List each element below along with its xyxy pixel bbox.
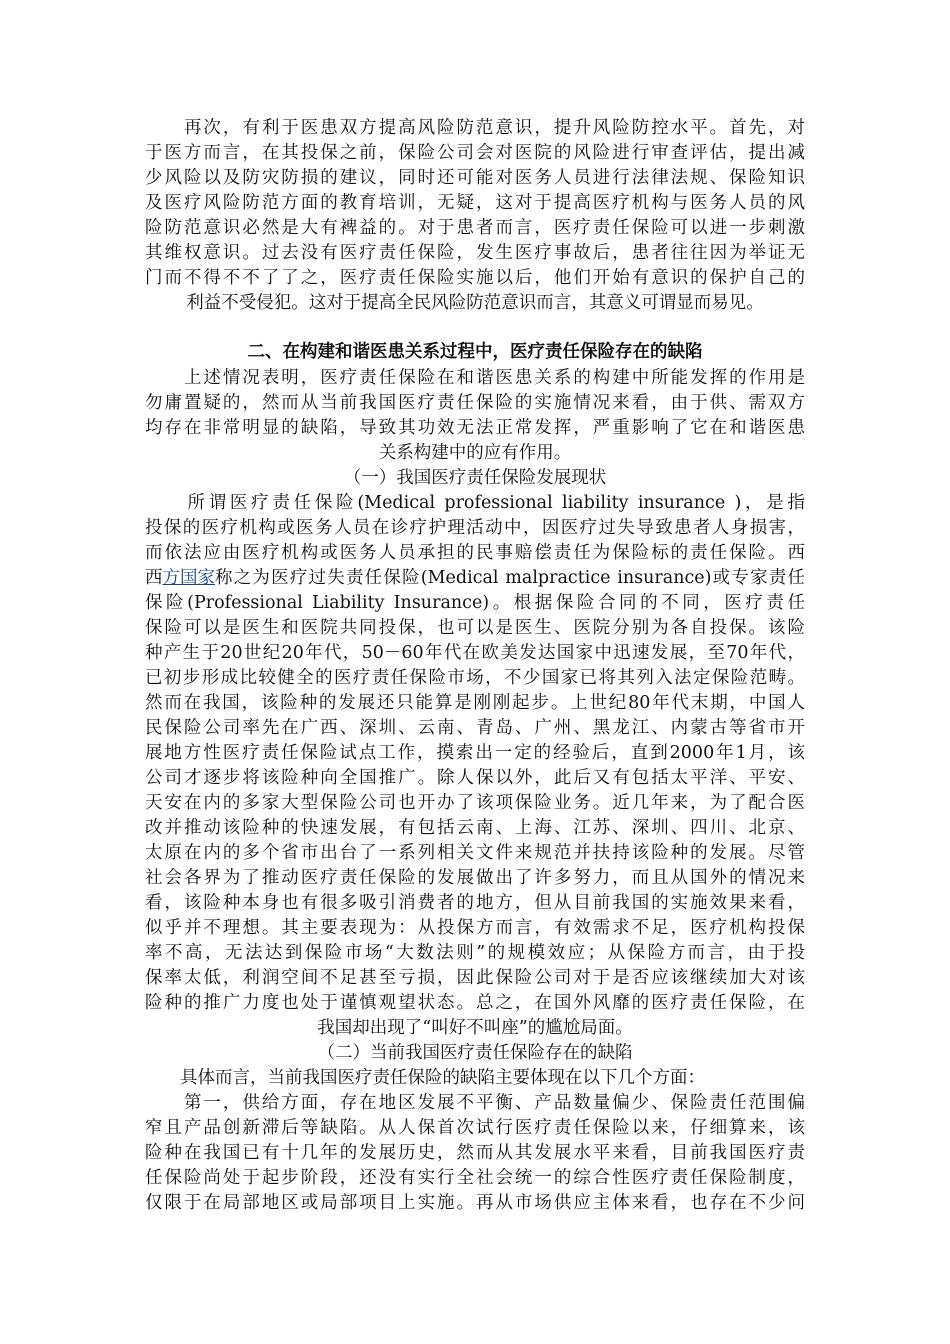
body-text-line: 险种的推广力度也处于谨慎观望状态。总之，在国外风靡的医疗责任保险，在	[145, 993, 805, 1013]
body-text-line: 于医方而言，在其投保之前，保险公司会对医院的风险进行审查评估，提出减	[145, 143, 805, 163]
body-text-line: 已初步形成比较健全的医疗责任保险市场，不少国家已将其列入法定保险范畴。	[145, 668, 805, 688]
body-text-line: 具体而言，当前我国医疗责任保险的缺陷主要体现在以下几个方面：	[145, 1068, 705, 1088]
body-text-line-with-link	[145, 566, 805, 591]
body-text-fragment: 称之为医疗过失责任保险(Medical malpractice insurance)或专家责任	[215, 568, 805, 588]
body-text-line: 其维权意识。过去没有医疗责任保险，发生医疗事故后，患者往往因为举证无	[145, 243, 805, 263]
body-text-line: 第一，供给方面，存在地区发展不平衡、产品数量偏少、保险责任范围偏	[145, 1093, 805, 1113]
body-text-line: 关系构建中的应有作用。	[378, 443, 572, 463]
body-text-line: 而依法应由医疗机构或医务人员承担的民事赔偿责任为保险标的责任保险。西	[145, 543, 805, 563]
body-text-line: 所谓医疗责任保险(Medical professional liability insurance )，是指	[145, 493, 805, 513]
body-text-line: 看，该险种本身也有很多吸引消费者的地方，但从目前我国的实施效果来看，	[145, 893, 805, 913]
country-link[interactable]: 方国家	[162, 568, 215, 588]
body-text-line: 上述情况表明，医疗责任保险在和谐医患关系的构建中所能发挥的作用是	[145, 368, 805, 388]
section-heading: 二、在构建和谐医患关系过程中，医疗责任保险存在的缺陷	[247, 342, 703, 362]
body-text-line: 险种在我国已有十几年的发展历史，然而从其发展水平来看，目前我国医疗责	[145, 1143, 805, 1163]
body-text-line: 似乎并不理想。其主要表现为：从投保方而言，有效需求不足，医疗机构投保	[145, 918, 805, 938]
body-text-line: 少风险以及防灾防损的建议，同时还可能对医务人员进行法律法规、保险知识	[145, 168, 805, 188]
body-text-line: 展地方性医疗责任保险试点工作，摸索出一定的经验后，直到2000年1月，该	[145, 743, 805, 763]
body-text-line: 我国却出现了“叫好不叫座”的尴尬局面。	[317, 1018, 633, 1038]
body-text-line: 率不高，无法达到保险市场“大数法则”的规模效应；从保险方而言，由于投	[145, 943, 805, 963]
body-text-line: 再次，有利于医患双方提高风险防范意识，提升风险防控水平。首先，对	[145, 118, 805, 138]
body-text-line: 种产生于20世纪20年代，50－60年代在欧美发达国家中迅速发展，至70年代，	[145, 643, 805, 663]
body-text-line: 利益不受侵犯。这对于提高全民风险防范意识而言，其意义可谓显而易见。	[186, 293, 764, 313]
body-text-line: 均存在非常明显的缺陷，导致其功效无法正常发挥，严重影响了它在和谐医患	[145, 418, 805, 438]
body-text-line: 门而不得不不了了之，医疗责任保险实施以后，他们开始有意识的保护自己的	[145, 268, 805, 288]
body-text-line: 投保的医疗机构或医务人员在诊疗护理活动中，因医疗过失导致患者人身损害，	[145, 518, 805, 538]
body-text-line: 天安在内的多家大型保险公司也开办了该项保险业务。近几年来，为了配合医	[145, 793, 805, 813]
subsection-heading: （一）我国医疗责任保险发展现状	[343, 468, 607, 488]
body-text-line: 太原在内的多个省市出台了一系列相关文件来规范并扶持该险种的发展。尽管	[145, 843, 805, 863]
body-text-line: 保险可以是医生和医院共同投保，也可以是医生、医院分别为各自投保。该险	[145, 618, 805, 638]
body-text-line: 勿庸置疑的，然而从当前我国医疗责任保险的实施情况来看，由于供、需双方	[145, 393, 805, 413]
body-text-line: 及医疗风险防范方面的教育培训，无疑，这对于提高医疗机构与医务人员的风	[145, 193, 805, 213]
body-text-line: 窄且产品创新滞后等缺陷。从人保首次试行医疗责任保险以来，仔细算来，该	[145, 1118, 805, 1138]
body-text-line: 公司才逐步将该险种向全国推广。除人保以外，此后又有包括太平洋、平安、	[145, 768, 805, 788]
body-text-line: 仅限于在局部地区或局部项目上实施。再从市场供应主体来看，也存在不少问	[145, 1193, 805, 1213]
body-text-fragment: 西	[145, 568, 163, 588]
body-text-line: 保率太低，利润空间不足甚至亏损，因此保险公司对于是否应该继续加大对该	[145, 968, 805, 988]
body-text-line: 社会各界为了推动医疗责任保险的发展做出了许多努力，而且从国外的情况来	[145, 868, 805, 888]
body-text-line: 险防范意识必然是大有裨益的。对于患者而言，医疗责任保险可以进一步刺激	[145, 218, 805, 238]
body-text-line: 然而在我国，该险种的发展还只能算是刚刚起步。上世纪80年代末期，中国人	[145, 693, 805, 713]
body-text-line: 民保险公司率先在广西、深圳、云南、青岛、广州、黑龙江、内蒙古等省市开	[145, 718, 805, 738]
body-text-line: 任保险尚处于起步阶段，还没有实行全社会统一的综合性医疗责任保险制度，	[145, 1168, 805, 1188]
body-text-line: 保险(Professional Liability Insurance)。根据保险合同的不同，医疗责任	[145, 593, 805, 613]
body-text-line: 改并推动该险种的快速发展，有包括云南、上海、江苏、深圳、四川、北京、	[145, 818, 805, 838]
subsection-heading: （二）当前我国医疗责任保险存在的缺陷	[317, 1043, 633, 1063]
